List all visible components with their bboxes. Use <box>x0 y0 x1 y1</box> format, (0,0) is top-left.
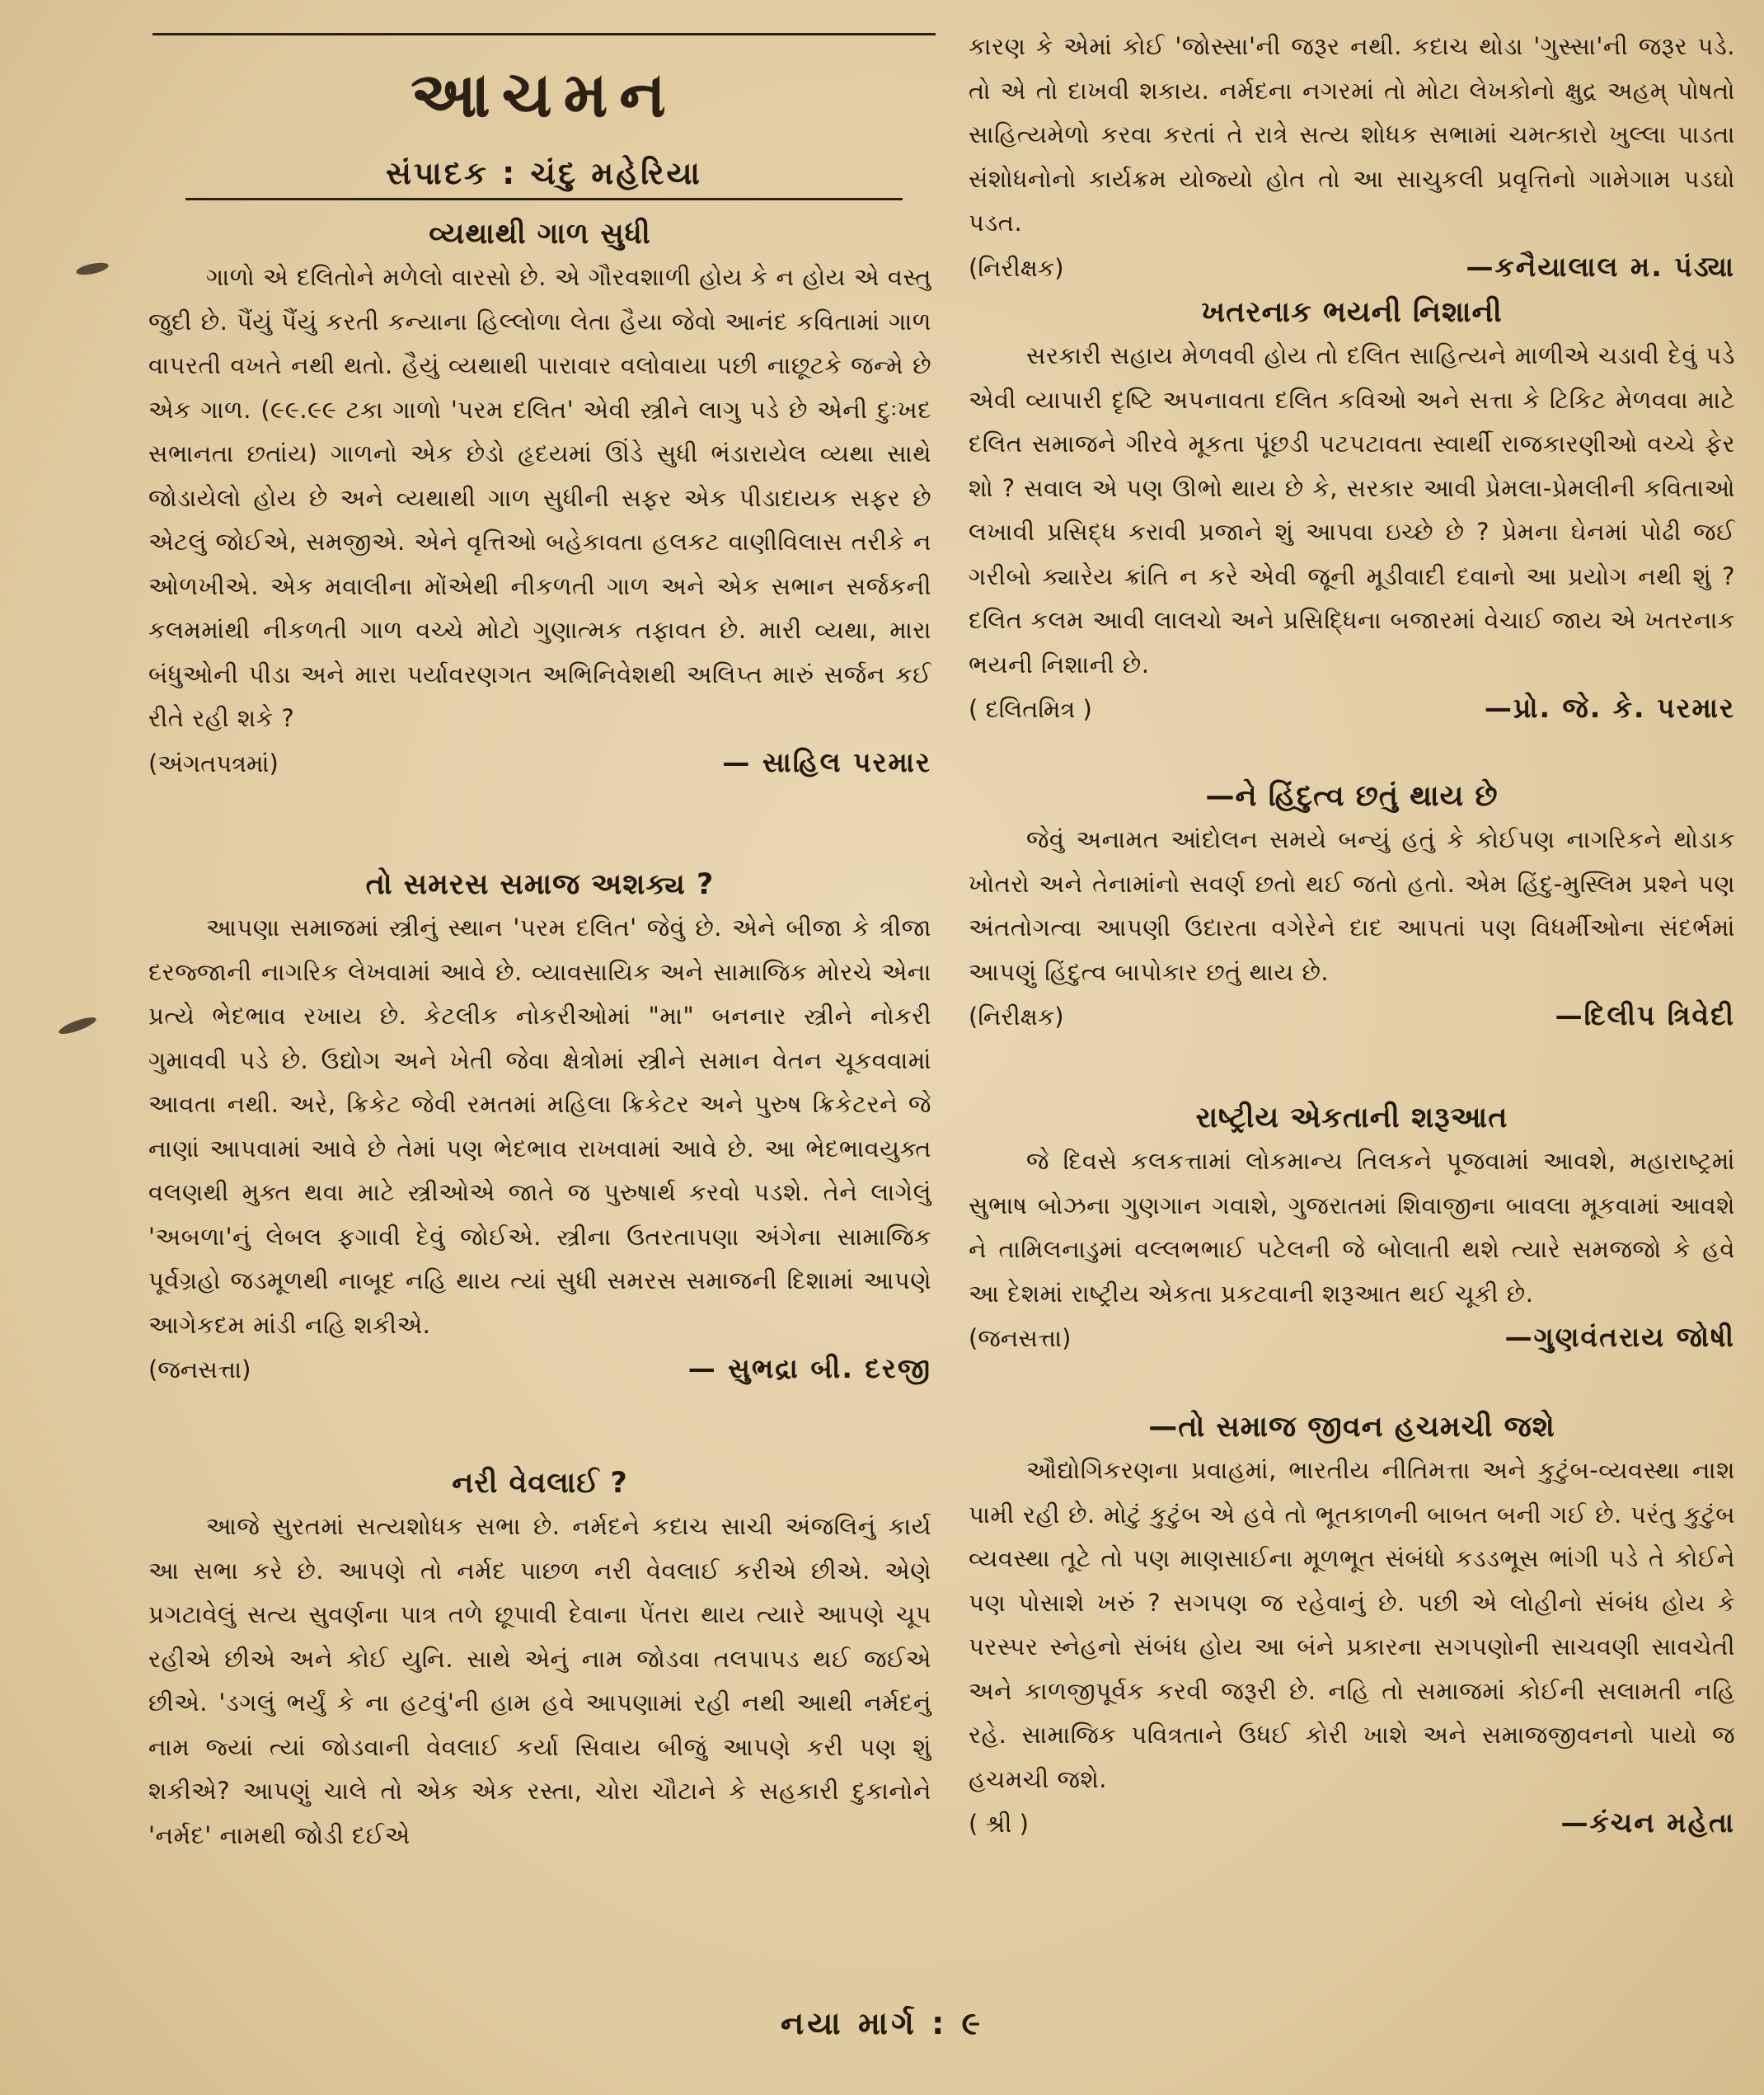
paper-mark <box>57 1014 97 1037</box>
section-title: આચમન <box>411 58 678 131</box>
article-credit <box>969 687 1735 730</box>
page-footer: નયા માર્ગ : ૯ <box>780 2005 983 2041</box>
article-body: જે દિવસે કલકત્તામાં લોકમાન્ય તિલકને પૂજવામાં આવશે, મહારાષ્ટ્રમાં સુભાષ બોઝના ગુણગાન ગવાશે, ગુજરાતમાં શિવાજીના બાવલા મૂકવામાં આવશે ને તામિલનાડુમાં વલ્લભભાઈ પટેલની જે બોલાતી થશે ત્યારે સમજજો કે હવે આ દેશમાં રાષ્ટ્રીય એકતા પ્રકટવાની શરૂઆત થઈ ચૂકી છે. <box>969 1147 1735 1308</box>
masthead-rule <box>185 198 903 200</box>
article-heading: —તો સમાજ જીવન હચમચી જશે <box>1148 1411 1555 1444</box>
article-heading: —ને હિંદુત્વ છતું થાય છે <box>1205 780 1499 813</box>
article-author: —કનૈયાલાલ મ. પંડ્યા <box>1466 250 1735 283</box>
article-heading: નરી વેવલાઈ ? <box>452 1467 628 1500</box>
paper-mark <box>75 261 110 277</box>
article-author: — સાહિલ પરમાર <box>722 745 931 778</box>
article-source: (નિરીક્ષક) <box>969 253 1064 282</box>
article-body: ગાળો એ દલિતોને મળેલો વારસો છે. એ ગૌરવશાળી હોય કે ન હોય એ વસ્તુ જુદી છે. પૈંયું પૈંયું કરતી કન્યાના હિલ્લોળા લેતા હૈયા જેવો આનંદ કવિતામાં ગાળ વાપરતી વખતે નથી થતો. હૈયું વ્યથાથી પારાવાર વલોવાયા પછી નાછૂટકે જન્મે છે એક ગાળ. (૯૯.૯૯ ટકા ગાળો 'પરમ દલિત' એવી સ્ત્રીને લાગુ પડે છે એની દુઃખદ સભાનતા છતાંય) ગાળનો એક છેડો હૃદયમાં ઊંડે સુધી ભંડારાયેલ વ્યથા સાથે જોડાયેલો હોય છે અને વ્યથાથી ગાળ સુધીની સફર એક પીડાદાયક સફર છે એટલું જોઈએ, સમજીએ. એને વૃત્તિઓ બહેકાવતા હલકટ વાણીવિલાસ તરીકે ન ઓળખીએ. એક મવાલીના મોંએથી નીકળતી ગાળ અને એક સભાન સર્જકની કલમમાંથી નીકળતી ગાળ વચ્ચે મોટો ગુણાત્મક તફાવત છે. મારી વ્યથા, મારા બંધુઓની પીડા અને મારા પર્યાવરણગત અભિનિવેશથી અલિપ્ત મારું સર્જન કઈ રીતે રહી શકે ? <box>148 263 931 732</box>
top-rule <box>152 33 936 35</box>
article-author: — સુભદ્રા બી. દરજી <box>687 1352 931 1384</box>
article-credit <box>969 1316 1735 1360</box>
article-credit <box>969 1801 1735 1845</box>
article-source: ( શ્રી ) <box>969 1810 1029 1838</box>
article-credit <box>969 994 1735 1038</box>
article-credit <box>148 1347 931 1391</box>
article-source: (જનસત્તા) <box>148 1355 251 1383</box>
article-body: આજે સુરતમાં સત્યશોધક સભા છે. નર્મદને કદાચ સાચી અંજલિનું કાર્ય આ સભા કરે છે. આપણે તો નર્મદ પાછળ નરી વેવલાઈ કરીએ છીએ. એણે પ્રગટાવેલું સત્ય સુવર્ણના પાત્ર તળે છૂપાવી દેવાના પેંતરા થાય ત્યારે આપણે ચૂપ રહીએ છીએ અને કોઈ યુનિ. સાથે એનું નામ જોડવા તલપાપડ થઈ જઈએ છીએ. 'ડગલું ભર્યું કે ના હટવું'ની હામ હવે આપણામાં રહી નથી આથી નર્મદનું નામ જ્યાં ત્યાં જોડવાની વેવલાઈ કર્યા સિવાય બીજું આપણે કરી પણ શું શકીએ? આપણું ચાલે તો એક એક રસ્તા, ચોરા ચૌટાને કે સહકારી દુકાનોને 'નર્મદ' નામથી જોડી દઈએ <box>148 1512 931 1849</box>
article-source: (નિરીક્ષક) <box>969 1003 1064 1031</box>
article-rashtriya <box>969 1097 1735 1360</box>
article-author: —ગુણવંતરાય જોષી <box>1504 1321 1735 1353</box>
article-hindutva <box>969 775 1735 1038</box>
article-author: —કંચન મહેતા <box>1560 1806 1735 1839</box>
article-credit <box>969 246 1735 289</box>
article-body: કારણ કે એમાં કોઈ 'જોસ્સા'ની જરૂર નથી. કદાચ થોડા 'ગુસ્સા'ની જરૂર પડે. તો એ તો દાખવી શકાય. નર્મદના નગરમાં તો મોટા લેખકોનો ક્ષુદ્ર અહમ્ પોષતો સાહિત્યમેળો કરવા કરતાં તે રાત્રે સત્ય શોધક સભામાં ચમત્કારો ખુલ્લા પાડતા સંશોધનોનો કાર્યક્રમ યોજ્યો હોત તો આ સાચુકલી પ્રવૃત્તિનો ગામેગામ પડઘો પડત. <box>969 32 1735 237</box>
section-editor: સંપાદક : ચંદુ મહેરિયા <box>386 155 702 191</box>
article-samajjivan <box>969 1406 1735 1845</box>
article-body: સરકારી સહાય મેળવવી હોય તો દલિત સાહિત્યને માળીએ ચડાવી દેવું પડે એવી વ્યાપારી દૃષ્ટિ અપનાવતા દલિત કવિઓ અને સત્તા કે ટિકિટ મેળવવા માટે દલિત સમાજને ગીરવે મૂકતા પૂંછડી પટપટાવતા સ્વાર્થી રાજકારણીઓ વચ્ચે ફેર શો ? સવાલ એ પણ ઊભો થાય છે કે, સરકાર આવી પ્રેમલા-પ્રેમલીની કવિતાઓ લખાવી પ્રસિદ્ધ કરાવી પ્રજાને શું આપવા ઇચ્છે છે ? પ્રેમના ઘેનમાં પોઢી જઈ ગરીબો ક્યારેય ક્રાંતિ ન કરે એવી જૂની મૂડીવાદી દવાનો આ પ્રયોગ નથી શું ? દલિત કલમ આવી લાલચો અને પ્રસિદ્ધિના બજારમાં વેચાઈ જાય એ ખતરનાક ભયની નિશાની છે. <box>969 341 1735 679</box>
article-samras <box>148 863 931 1391</box>
article-khatarnak <box>969 291 1735 730</box>
article-author: —પ્રો. જે. કે. પરમાર <box>1484 692 1735 724</box>
article-heading: રાષ્ટ્રીય એકતાની શરૂઆત <box>1195 1102 1508 1134</box>
article-author: —દિલીપ ત્રિવેદી <box>1555 999 1735 1031</box>
article-vyatha <box>148 213 931 785</box>
article-heading: વ્યથાથી ગાળ સુધી <box>429 218 651 251</box>
article-vevlai <box>148 1462 931 1858</box>
article-source: (જનસત્તા) <box>969 1324 1072 1352</box>
article-body: આપણા સમાજમાં સ્ત્રીનું સ્થાન 'પરમ દલિત' જેવું છે. એને બીજા કે ત્રીજા દરજ્જાની નાગરિક લેખવામાં આવે છે. વ્યાવસાયિક અને સામાજિક મોરચે એના પ્રત્યે ભેદભાવ રખાય છે. કેટલીક નોકરીઓમાં "મા" બનનાર સ્ત્રીને નોકરી ગુમાવવી પડે છે. ઉદ્યોગ અને ખેતી જેવા ક્ષેત્રોમાં સ્ત્રીને સમાન વેતન ચૂકવવામાં આવતા નથી. અરે, ક્રિકેટ જેવી રમતમાં મહિલા ક્રિકેટર અને પુરુષ ક્રિકેટરને જે નાણાં આપવામાં આવે છે તેમાં પણ ભેદભાવ રાખવામાં આવે છે. આ ભેદભાવયુક્ત વલણથી મુક્ત થવા માટે સ્ત્રીઓએ જાતે જ પુરુષાર્થ કરવો પડશે. તેને લાગેલું 'અબળા'નું લેબલ ફગાવી દેવું જોઈએ. સ્ત્રીના ઉતરતાપણા અંગેના સામાજિક પૂર્વગ્રહો જડમૂળથી નાબૂદ નહિ થાય ત્યાં સુધી સમરસ સમાજની દિશામાં આપણે આગેકદમ માંડી નહિ શકીએ. <box>148 914 931 1339</box>
article-heading: ખતરનાક ભયની નિશાની <box>1201 296 1503 329</box>
article-source: (અંગતપત્રમાં) <box>148 749 279 777</box>
article-body: જેવું અનામત આંદોલન સમયે બન્યું હતું કે કોઈપણ નાગરિકને થોડાક ખોતરો અને તેનામાંનો સવર્ણ છતો થઈ જતો હતો. એમ હિંદુ-મુસ્લિમ પ્રશ્ને પણ અંતતોગત્વા આપણી ઉદારતા વગેરેને દાદ આપતાં પણ વિધર્મીઓના સંદર્ભમાં આપણું હિંદુત્વ બાપોકાર છતું થાય છે. <box>969 825 1735 986</box>
article-vevlai-continued <box>969 25 1735 289</box>
article-credit <box>148 741 931 785</box>
article-source: ( દલિતમિત્ર ) <box>969 695 1092 723</box>
article-heading: તો સમરસ સમાજ અશક્ય ? <box>365 868 715 901</box>
article-body: ઔદ્યોગિકરણના પ્રવાહમાં, ભારતીય નીતિમત્તા અને કુટુંબ-વ્યવસ્થા નાશ પામી રહી છે. મોટું કુટુંબ એ હવે તો ભૂતકાળની બાબત બની ગઈ છે. પરંતુ કુટુંબ વ્યવસ્થા તૂટે તો પણ માણસાઈના મૂળભૂત સંબંધો કડડભૂસ ભાંગી પડે તે કોઈને પણ પોસાશે ખરું ? સગપણ જ રહેવાનું છે. પછી એ લોહીનો સંબંધ હોય કે પરસ્પર સ્નેહનો સંબંધ હોય આ બંને પ્રકારના સગપણોની સાચવણી સાવચેતી અને કાળજીપૂર્વક કરવી જરૂરી છે. નહિ તો સમાજમાં કોઈની સલામતી નહિ રહે. સામાજિક પવિત્રતાને ઉધઈ કોરી ખાશે અને સમાજજીવનનો પાયો જ હચમચી જશે. <box>969 1456 1735 1793</box>
